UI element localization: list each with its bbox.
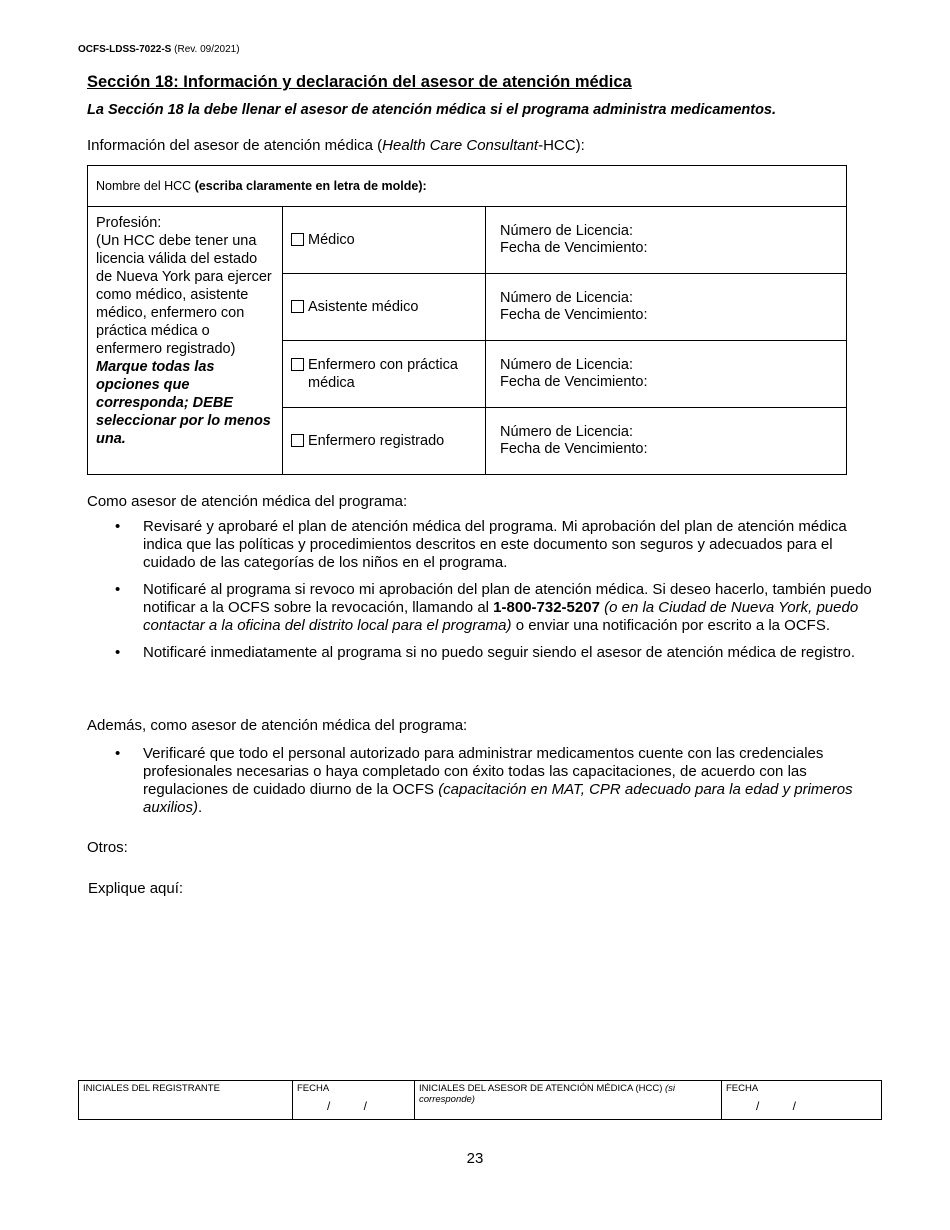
profession-cell (88, 207, 283, 475)
option-registered-nurse[interactable] (283, 408, 486, 475)
additional-bullet-end: . (198, 799, 203, 816)
registrant-date-field[interactable] (293, 1081, 415, 1120)
license-number-label: Número de Licencia: (500, 223, 633, 239)
hcc-initials-label: INICIALES DEL ASESOR DE ATENCIÓN MÉDICA (HCC) (419, 1083, 665, 1094)
initials-footer-table (78, 1080, 882, 1120)
option-nurse-practitioner[interactable] (283, 341, 486, 408)
section-subtitle: La Sección 18 la debe llenar el asesor de atención médica si el programa administra medicamentos. (87, 102, 777, 118)
form-code (78, 44, 240, 55)
page-number: 23 (466, 1150, 484, 1167)
option-nurse-practitioner-label: Enfermero con práctica médica (308, 357, 458, 391)
bullet2-text: Notificaré al programa si revoco mi aprobación del plan de atención médica. Si deseo hacerlo, también puedo notificar a la OCFS sobre la revocación, llamando al (143, 581, 872, 616)
bullet2-italic: (o en la Ciudad de Nueva York, puedo contactar a la oficina del distrito local para el programa) (143, 599, 859, 634)
additional-intro: Además, como asesor de atención médica del programa: (87, 717, 468, 734)
additional-bullet-italic: (capacitación en MAT, CPR adecuado para la edad y primeros auxilios) (143, 781, 853, 816)
form-code-number: OCFS-LDSS-7022-S (78, 44, 172, 55)
declaration-list (115, 518, 875, 671)
date-slashes: / / (756, 1099, 797, 1113)
option-physician-assistant-label: Asistente médico (308, 299, 419, 315)
checkbox-physician-assistant[interactable] (291, 300, 304, 313)
license-nurse-practitioner[interactable] (486, 341, 847, 408)
license-physician[interactable] (486, 207, 847, 274)
hcc-date-field[interactable] (722, 1081, 882, 1120)
hcc-name-hint: (escriba claramente en letra de molde): (194, 179, 427, 193)
checkbox-physician[interactable] (291, 233, 304, 246)
date-slashes: / / (327, 1099, 368, 1113)
option-registered-nurse-label: Enfermero registrado (308, 433, 445, 449)
option-physician-assistant[interactable] (283, 274, 486, 341)
profession-note: (Un HCC debe tener una licencia válida del estado de Nueva York para ejercer como médico, asistente médico, enfermero con práctica médica o enfermero registrado) (96, 233, 272, 357)
section-title: Sección 18: Información y declaración del asesor de atención médica (87, 73, 632, 91)
license-number-label: Número de Licencia: (500, 424, 633, 440)
bullet2-text-end: o enviar una notificación por escrito a la OCFS. (511, 617, 831, 634)
hcc-intro-prefix: Información del asesor de atención médica ( (87, 137, 383, 154)
checkbox-registered-nurse[interactable] (291, 434, 304, 447)
license-number-label: Número de Licencia: (500, 357, 633, 373)
hcc-intro-italic: Health Care Consultant (382, 137, 539, 154)
license-number-label: Número de Licencia: (500, 290, 633, 306)
list-item (115, 745, 875, 817)
hcc-initials-note: (si corresponde) (419, 1083, 676, 1105)
explain-label: Explique aquí: (88, 880, 184, 897)
expiration-date-label: Fecha de Vencimiento: (500, 374, 648, 390)
hcc-name-label: Nombre del HCC (96, 179, 195, 193)
registrant-initials-label: INICIALES DEL REGISTRANTE (83, 1083, 220, 1094)
declaration-intro: Como asesor de atención médica del programa: (87, 493, 408, 510)
ocfs-phone-number: 1-800-732-5207 (493, 599, 600, 616)
date-label: FECHA (726, 1083, 759, 1094)
hcc-info-table (87, 165, 847, 475)
form-revision: (Rev. 09/2021) (174, 44, 240, 55)
list-item: • Revisaré y aprobaré el plan de atención médica del programa. Mi aprobación del plan de atención médica indica que las políticas y procedimientos descritos en este documento son seguros y adecuados para el cuidado de las categorías de los niños en el programa. (115, 518, 875, 572)
expiration-date-label: Fecha de Vencimiento: (500, 441, 648, 457)
expiration-date-label: Fecha de Vencimiento: (500, 307, 648, 323)
explain-area[interactable] (88, 905, 878, 1065)
date-label: FECHA (297, 1083, 330, 1094)
hcc-initials-field[interactable] (415, 1081, 722, 1120)
hcc-intro-suffix: -HCC): (538, 137, 585, 154)
profession-label: Profesión: (96, 215, 162, 231)
registrant-initials-field[interactable] (79, 1081, 293, 1120)
option-physician-label: Médico (308, 232, 355, 248)
additional-bullet-text: Verificaré que todo el personal autorizado para administrar medicamentos cuente con las credenciales profesionales necesarias o haya completado con éxito todas las capacitaciones, de acuerdo con las regulaciones de cuidado diurno de la OCFS (143, 745, 824, 798)
profession-instruction: Marque todas las opciones que corresponda; DEBE seleccionar por lo menos una. (96, 359, 271, 447)
additional-list (115, 745, 875, 826)
checkbox-nurse-practitioner[interactable] (291, 358, 304, 371)
list-item (115, 581, 875, 635)
license-physician-assistant[interactable] (486, 274, 847, 341)
option-physician[interactable] (283, 207, 486, 274)
others-label: Otros: (87, 839, 128, 856)
license-registered-nurse[interactable] (486, 408, 847, 475)
list-item: • Notificaré inmediatamente al programa si no puedo seguir siendo el asesor de atención médica de registro. (115, 644, 875, 662)
expiration-date-label: Fecha de Vencimiento: (500, 240, 648, 256)
hcc-name-field[interactable] (88, 166, 847, 207)
hcc-intro (87, 137, 585, 154)
